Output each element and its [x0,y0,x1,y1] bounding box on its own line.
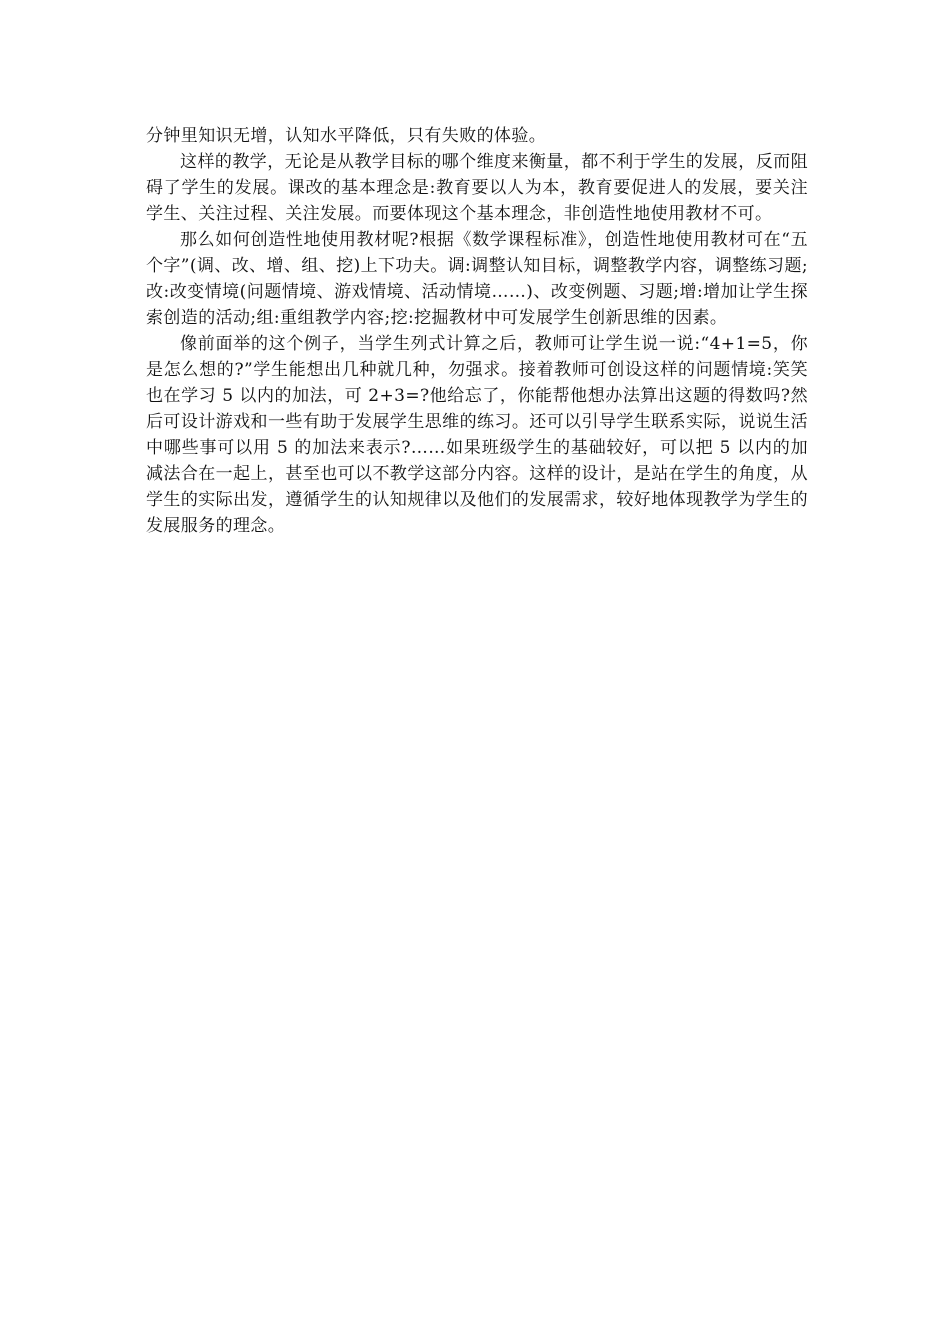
body-text [146,123,808,539]
paragraph-five-characters: 那么如何创造性地使用教材呢?根据《数学课程标准》，创造性地使用教材可在“五个字”(调、改、增、组、挖)上下功夫。调:调整认知目标，调整教学内容，调整练习题;改:改变情境(问题情境、游戏情境、活动情境……)、改变例题、习题;增:增加让学生探索创造的活动;组:重组教学内容;挖:挖掘教材中可发展学生创新思维的因素。 [146,230,808,328]
paragraph-continuation: 分钟里知识无增，认知水平降低，只有失败的体验。 [146,126,547,146]
paragraph-example: 像前面举的这个例子，当学生列式计算之后，教师可让学生说一说:“4+1=5，你是怎么想的?”学生能想出几种就几种，勿强求。接着教师可创设这样的问题情境:笑笑也在学习 5 以内的加法，可 2+3=?他给忘了，你能帮他想办法算出这题的得数吗?然后可设计游戏和一些有助于发展学生思维的练习。还可以引导学生联系实际，说说生活中哪些事可以用 5 的加法来表示?……如果班级学生的基础较好，可以把 5 以内的加减法合在一起上，甚至也可以不教学这部分内容。这样的设计，是站在学生的角度，从学生的实际出发，遵循学生的认知规律以及他们的发展需求，较好地体现教学为学生的发展服务的理念。 [146,334,808,536]
paragraph-teaching-critique: 这样的教学，无论是从教学目标的哪个维度来衡量，都不利于学生的发展，反而阻碍了学生的发展。课改的基本理念是:教育要以人为本，教育要促进人的发展，要关注学生、关注过程、关注发展。而要体现这个基本理念，非创造性地使用教材不可。 [146,152,808,224]
